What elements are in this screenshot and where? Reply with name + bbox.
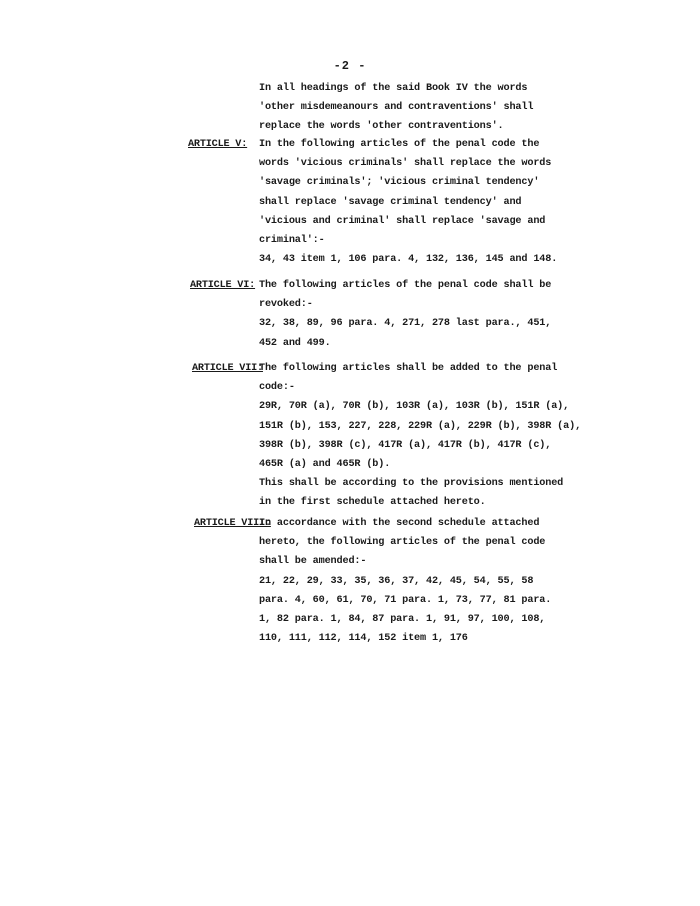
text-line: 29R, 70R (a), 70R (b), 103R (a), 103R (b), 151R (a),	[259, 401, 570, 413]
text-line: 151R (b), 153, 227, 228, 229R (a), 229R (b), 398R (a),	[259, 420, 582, 432]
text-line: 'savage criminals'; 'vicious criminal tendency'	[259, 177, 540, 189]
text-line: The following articles of the penal code shall be	[259, 280, 552, 291]
text-line: 398R (b), 398R (c), 417R (a), 417R (b), 417R (c),	[259, 439, 552, 451]
text-line: 'vicious and criminal' shall replace 'savage and	[259, 215, 546, 227]
article-body	[259, 135, 579, 269]
text-line: In the following articles of the penal code the	[259, 139, 540, 150]
text-line: 32, 38, 89, 96 para. 4, 271, 278 last para., 451,	[259, 318, 552, 330]
article-body	[259, 514, 579, 648]
text-line: This shall be according to the provisions mentioned	[259, 478, 564, 490]
text-line: in the first schedule attached hereto.	[259, 497, 486, 509]
article-label: ARTICLE VII:	[192, 363, 263, 374]
article-label: ARTICLE VI:	[190, 280, 256, 291]
text-line: para. 4, 60, 61, 70, 71 para. 1, 73, 77, 81 para.	[259, 594, 552, 606]
text-line: The following articles shall be added to the penal	[259, 363, 558, 374]
article-label: ARTICLE VIII:	[194, 518, 271, 529]
text-line: replace the words 'other contraventions'.	[259, 121, 504, 133]
intro-paragraph	[259, 79, 559, 137]
text-line: In accordance with the second schedule attached	[259, 518, 540, 529]
text-line: code:-	[259, 382, 295, 394]
text-line: hereto, the following articles of the penal code	[259, 537, 546, 549]
text-line: 34, 43 item 1, 106 para. 4, 132, 136, 145 and 148.	[259, 254, 558, 266]
article-body	[259, 359, 582, 513]
text-line: criminal':-	[259, 235, 325, 247]
text-line: words 'vicious criminals' shall replace the words	[259, 158, 552, 170]
text-line: shall replace 'savage criminal tendency' and	[259, 196, 522, 208]
text-line: 465R (a) and 465R (b).	[259, 459, 391, 471]
text-line: In all headings of the said Book IV the words	[259, 83, 528, 94]
text-line: revoked:-	[259, 299, 313, 311]
text-line: shall be amended:-	[259, 556, 367, 568]
text-line: 'other misdemeanours and contraventions' shall	[259, 102, 534, 114]
text-line: 452 and 499.	[259, 337, 331, 349]
article-body	[259, 276, 579, 353]
text-line: 1, 82 para. 1, 84, 87 para. 1, 91, 97, 100, 108,	[259, 614, 546, 626]
article-label: ARTICLE V:	[188, 139, 248, 150]
page-number: -2 -	[333, 59, 367, 73]
text-line: 21, 22, 29, 33, 35, 36, 37, 42, 45, 54, 55, 58	[259, 575, 534, 587]
text-line: 110, 111, 112, 114, 152 item 1, 176	[259, 633, 468, 645]
